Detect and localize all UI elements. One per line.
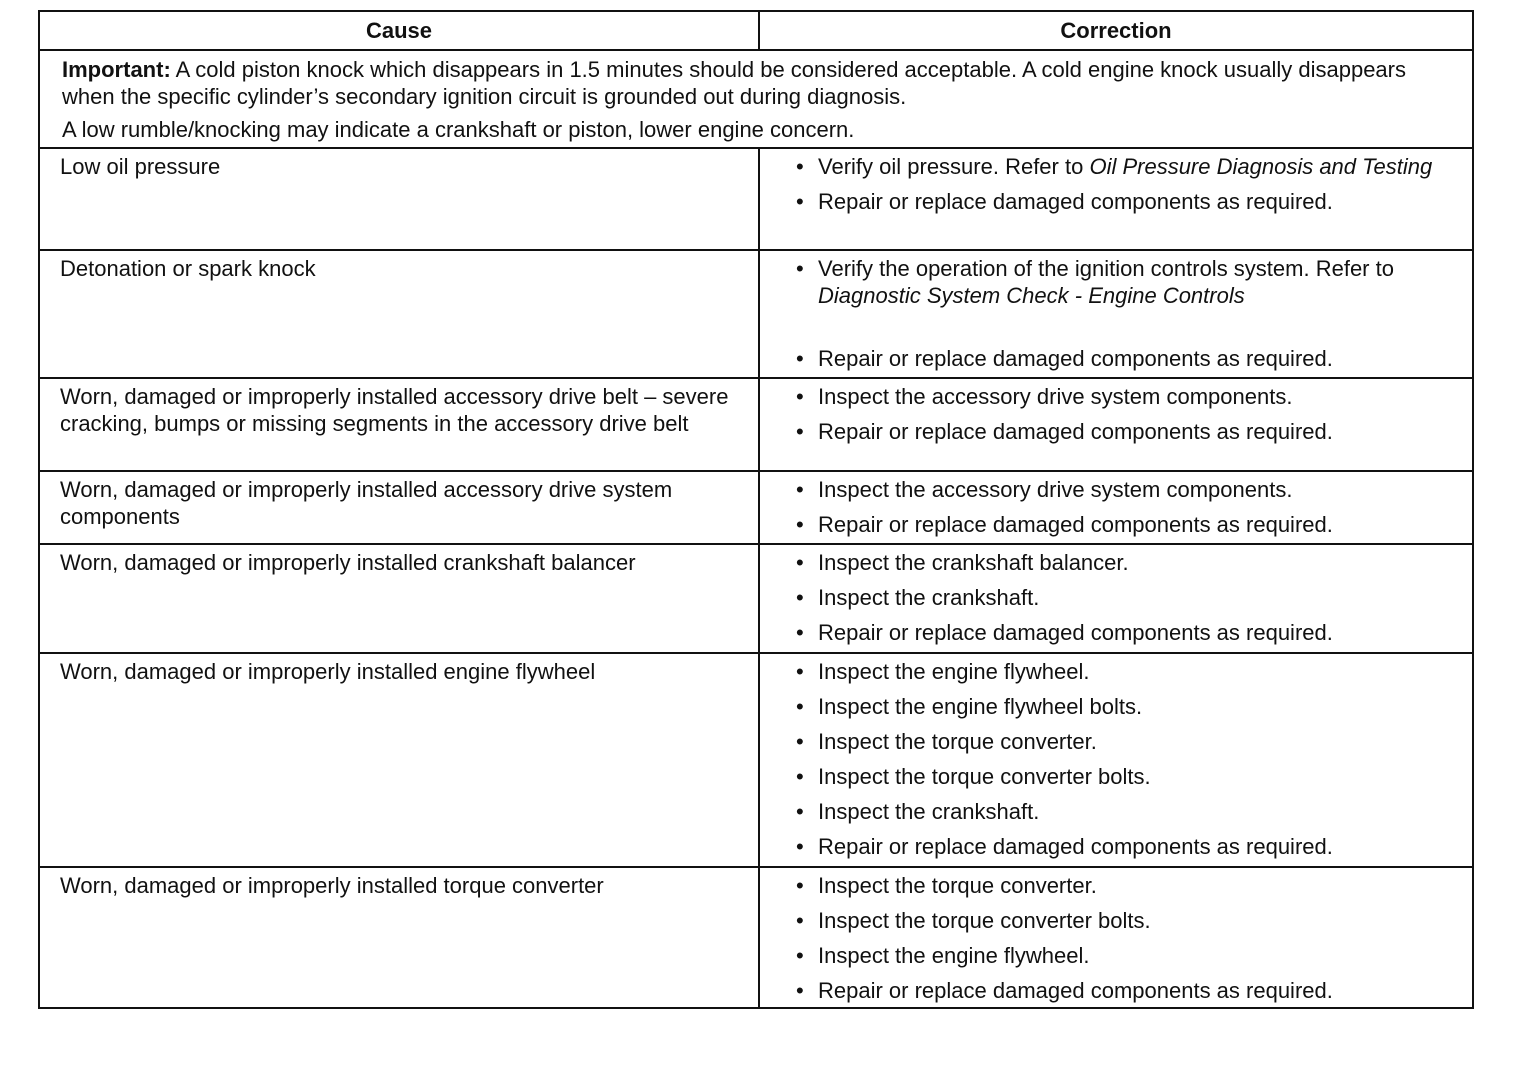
correction-text: Inspect the engine flywheel. <box>818 659 1090 684</box>
diagnosis-table <box>38 10 1474 1009</box>
bullet-icon: • <box>796 620 804 645</box>
correction-text: Inspect the torque converter. <box>818 729 1097 754</box>
correction-item <box>796 907 1462 934</box>
bullet-icon: • <box>796 189 804 214</box>
correction-text: Repair or replace damaged components as required. <box>818 834 1333 859</box>
bullet-icon: • <box>796 978 804 1003</box>
correction-text: Inspect the torque converter. <box>818 873 1097 898</box>
cause-column-header: Cause <box>40 12 760 49</box>
cause-cell: Low oil pressure <box>40 149 760 249</box>
correction-cell <box>760 251 1472 377</box>
correction-item <box>796 418 1462 445</box>
bullet-icon: • <box>796 154 804 179</box>
correction-item <box>796 255 1462 309</box>
table-row <box>40 249 1472 377</box>
correction-item <box>796 345 1462 372</box>
correction-item <box>796 549 1462 576</box>
table-row <box>40 652 1472 866</box>
bullet-icon: • <box>796 477 804 502</box>
correction-item <box>796 153 1462 180</box>
correction-cell <box>760 868 1472 1007</box>
bullet-icon: • <box>796 873 804 898</box>
note-text-2: A low rumble/knocking may indicate a crankshaft or piston, lower engine concern. <box>62 117 855 142</box>
correction-text: Inspect the accessory drive system components. <box>818 477 1293 502</box>
cause-cell: Worn, damaged or improperly installed engine flywheel <box>40 654 760 866</box>
bullet-icon: • <box>796 256 804 281</box>
correction-text: Inspect the torque converter bolts. <box>818 764 1151 789</box>
bullet-icon: • <box>796 512 804 537</box>
correction-text: Inspect the crankshaft. <box>818 585 1040 610</box>
cause-cell: Detonation or spark knock <box>40 251 760 377</box>
bullet-icon: • <box>796 419 804 444</box>
note-text-1: A cold piston knock which disappears in 1.5 minutes should be considered acceptable. A cold engine knock usually disappears when the specific cylinder’s secondary ignition circuit is grounded out during diagnosis. <box>62 57 1406 109</box>
table-row <box>40 147 1472 249</box>
correction-text: Repair or replace damaged components as required. <box>818 419 1333 444</box>
correction-text: Inspect the crankshaft. <box>818 799 1040 824</box>
cause-cell: Worn, damaged or improperly installed accessory drive belt – severe cracking, bumps or missing segments in the accessory drive belt <box>40 379 760 470</box>
bullet-icon: • <box>796 943 804 968</box>
correction-item <box>796 693 1462 720</box>
table-row <box>40 866 1472 1007</box>
correction-cell <box>760 472 1472 543</box>
correction-item <box>796 658 1462 685</box>
correction-text: Repair or replace damaged components as required. <box>818 978 1333 1003</box>
bullet-icon: • <box>796 834 804 859</box>
table-header-row <box>40 12 1472 49</box>
bullet-icon: • <box>796 908 804 933</box>
important-note <box>40 51 1472 147</box>
correction-item <box>796 383 1462 410</box>
correction-text: Inspect the accessory drive system components. <box>818 384 1293 409</box>
correction-item <box>796 872 1462 899</box>
bullet-icon: • <box>796 694 804 719</box>
correction-item <box>796 798 1462 825</box>
bullet-icon: • <box>796 550 804 575</box>
correction-text: Verify the operation of the ignition controls system. Refer to <box>818 256 1394 281</box>
correction-text: Inspect the engine flywheel. <box>818 943 1090 968</box>
bullet-icon: • <box>796 799 804 824</box>
bullet-icon: • <box>796 585 804 610</box>
important-note-row <box>40 49 1472 147</box>
correction-cell <box>760 654 1472 866</box>
correction-text: Inspect the torque converter bolts. <box>818 908 1151 933</box>
correction-item <box>796 833 1462 860</box>
correction-cell <box>760 379 1472 470</box>
correction-text: Inspect the engine flywheel bolts. <box>818 694 1143 719</box>
correction-text: Repair or replace damaged components as required. <box>818 512 1333 537</box>
correction-item <box>796 619 1462 646</box>
correction-cell <box>760 149 1472 249</box>
bullet-icon: • <box>796 729 804 754</box>
correction-text: Repair or replace damaged components as required. <box>818 189 1333 214</box>
correction-text: Repair or replace damaged components as required. <box>818 620 1333 645</box>
correction-item <box>796 763 1462 790</box>
correction-item <box>796 584 1462 611</box>
bullet-icon: • <box>796 384 804 409</box>
correction-item <box>796 942 1462 969</box>
table-row <box>40 543 1472 652</box>
table-row <box>40 470 1472 543</box>
procedure-reference: Diagnostic System Check - Engine Controls <box>818 283 1245 308</box>
correction-item <box>796 728 1462 755</box>
note-lead: Important: <box>62 57 171 82</box>
bullet-icon: • <box>796 764 804 789</box>
correction-text: Inspect the crankshaft balancer. <box>818 550 1129 575</box>
correction-item <box>796 511 1462 538</box>
correction-text: Repair or replace damaged components as required. <box>818 346 1333 371</box>
correction-column-header: Correction <box>1060 18 1172 43</box>
cause-cell: Worn, damaged or improperly installed torque converter <box>40 868 760 1007</box>
correction-item <box>796 188 1462 215</box>
correction-cell <box>760 545 1472 652</box>
correction-item <box>796 476 1462 503</box>
procedure-reference: Oil Pressure Diagnosis and Testing <box>1089 154 1433 179</box>
bullet-icon: • <box>796 346 804 371</box>
correction-item <box>796 977 1462 1004</box>
bullet-icon: • <box>796 659 804 684</box>
correction-text: Verify oil pressure. Refer to <box>818 154 1090 179</box>
table-row <box>40 377 1472 470</box>
cause-cell: Worn, damaged or improperly installed accessory drive system components <box>40 472 760 543</box>
cause-cell: Worn, damaged or improperly installed crankshaft balancer <box>40 545 760 652</box>
